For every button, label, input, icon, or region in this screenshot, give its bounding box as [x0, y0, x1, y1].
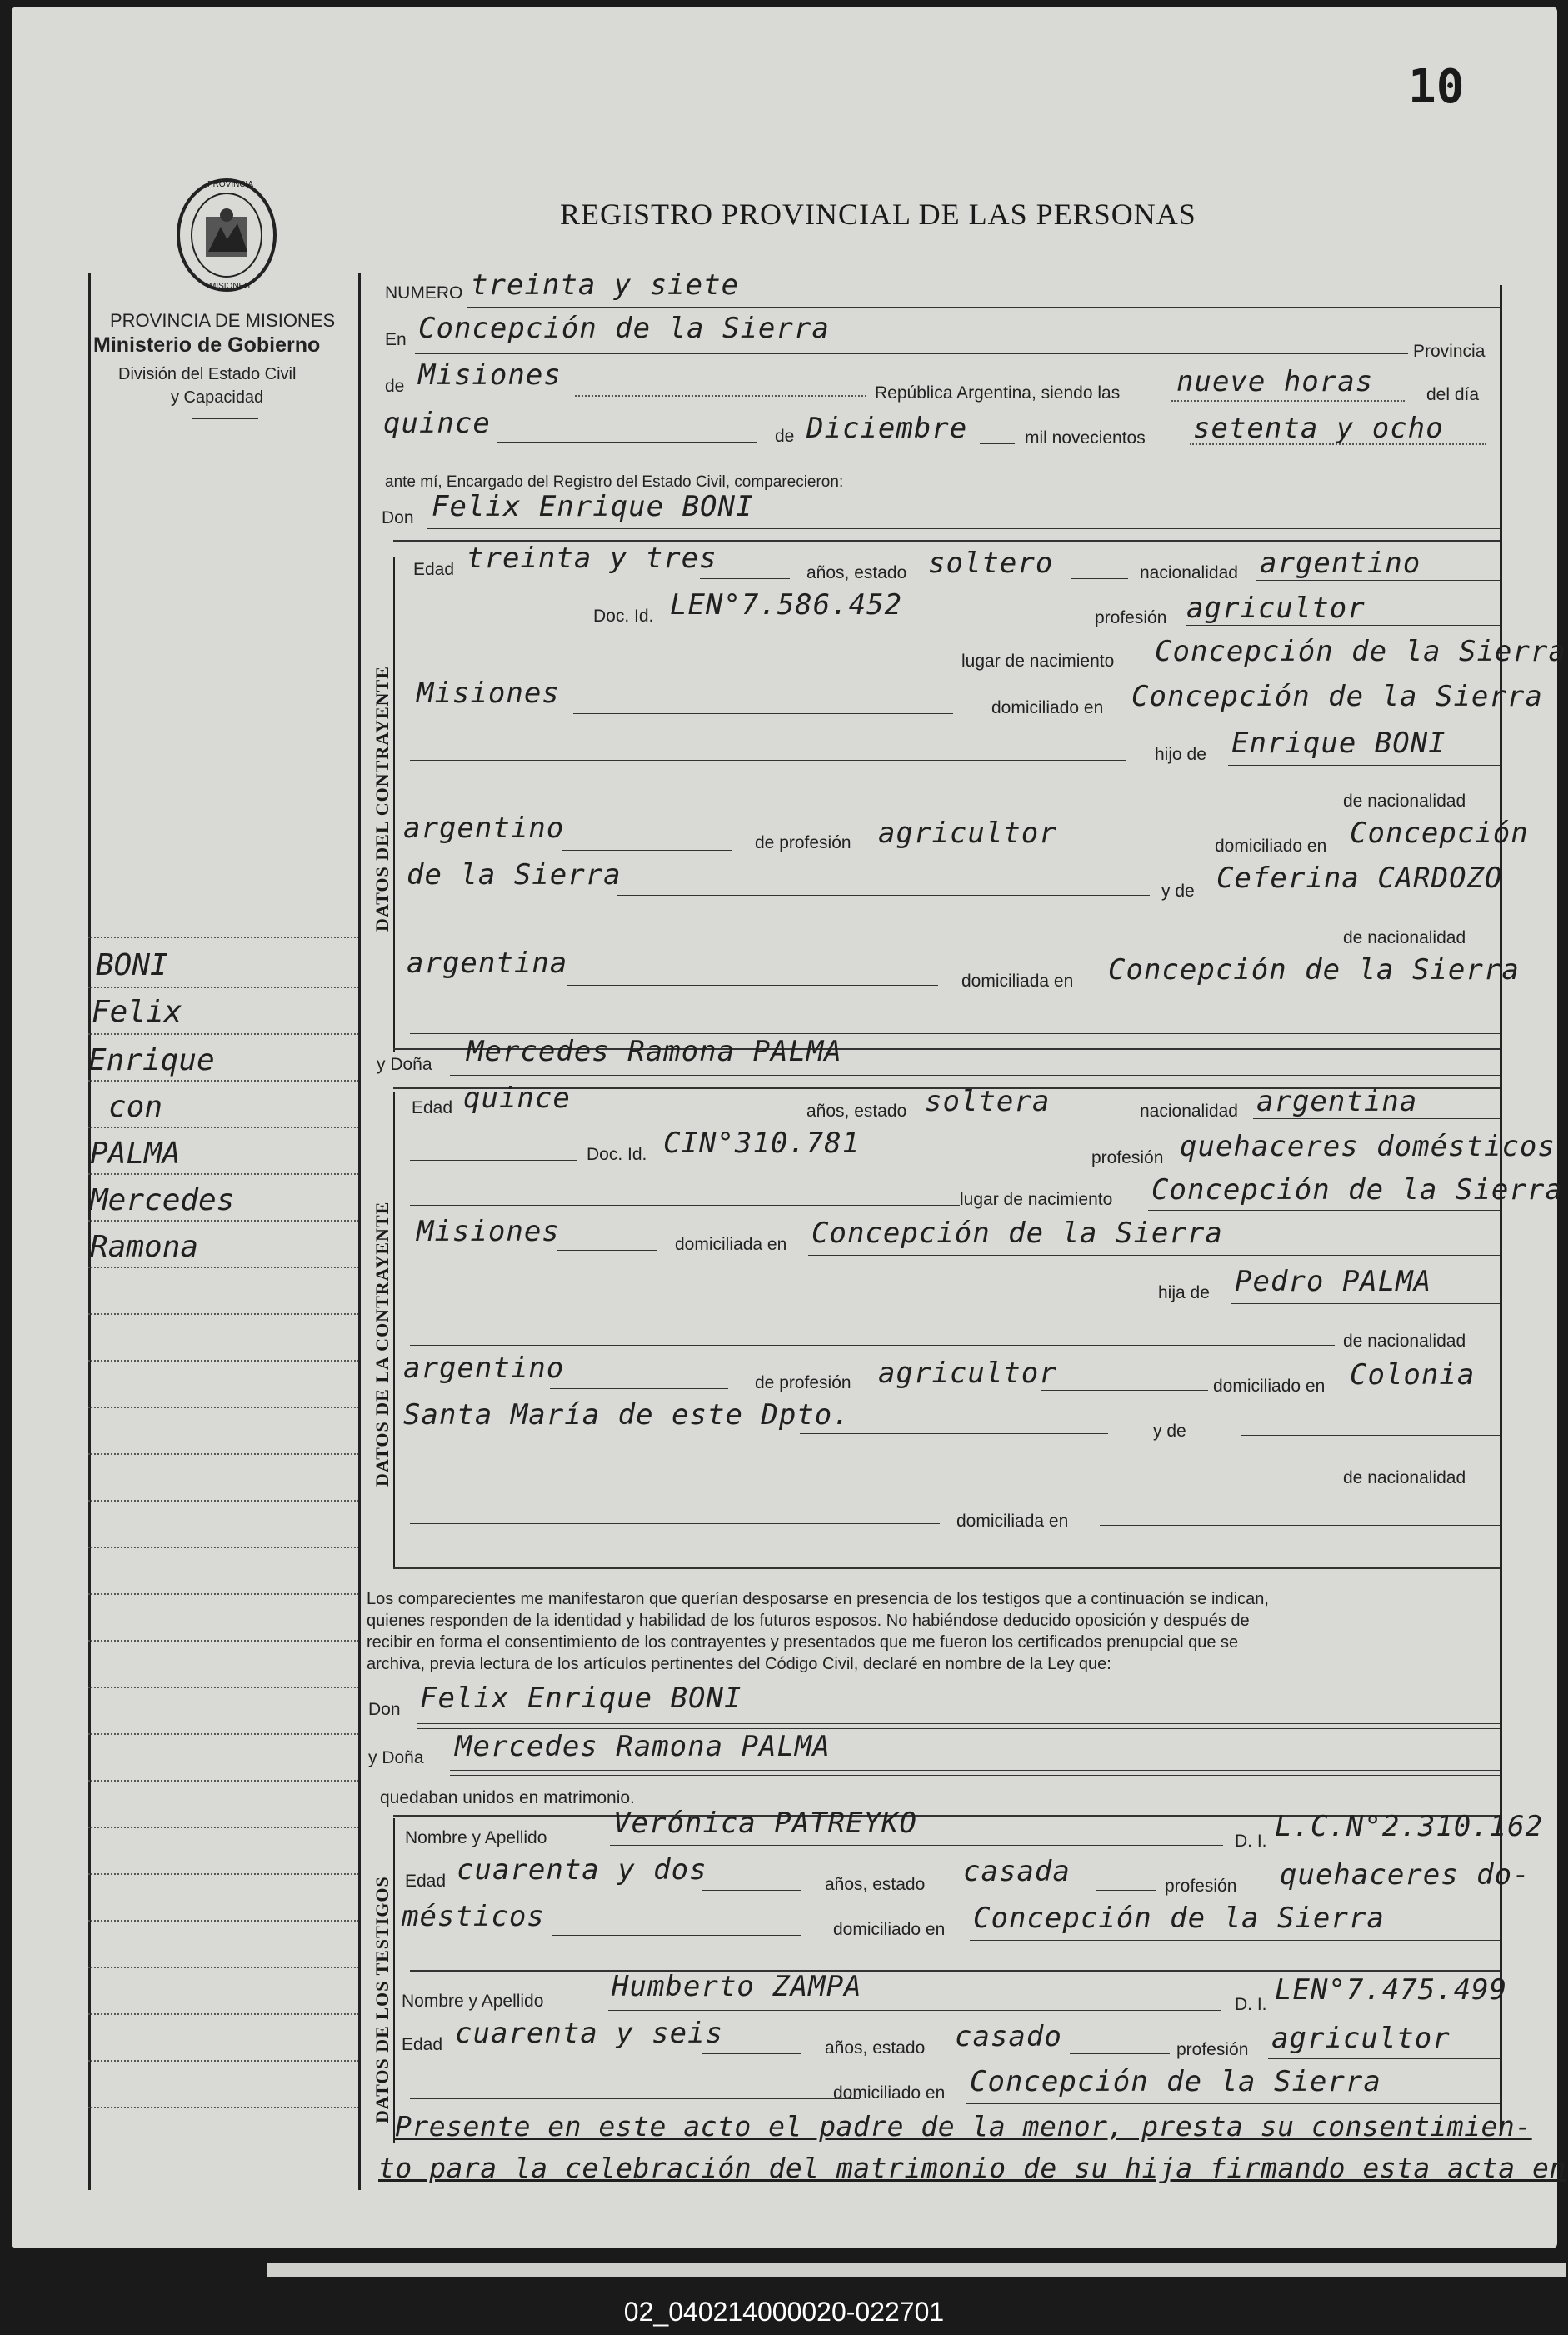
groom-de-nac-label-2: de nacionalidad	[1343, 928, 1466, 948]
groom-estado: soltero	[928, 547, 1054, 580]
declaration-line-3: recibir en forma el consentimiento de los contrayentes y presentados que me fueron los certificados prenupcial que se	[367, 1633, 1239, 1652]
groom-father-nac: argentino	[403, 812, 565, 845]
declaration-line-2: quienes responden de la identidad y habilidad de los futuros esposos. No habiéndose deducido oposición y después de	[367, 1612, 1250, 1630]
w1-prof-1: quehaceres do-	[1280, 1858, 1531, 1892]
bride-lugar-label: lugar de nacimiento	[960, 1190, 1113, 1209]
bride-father-dom-2: Santa María de este Dpto.	[403, 1398, 851, 1432]
w2-dom-label: domiciliado en	[833, 2083, 946, 2102]
bride-name: Mercedes Ramona PALMA	[467, 1035, 842, 1068]
groom-prof: agricultor	[1186, 592, 1366, 625]
numero-value: treinta y siete	[471, 268, 740, 302]
ante-mi-text: ante mí, Encargado del Registro del Estado Civil, comparecieron:	[385, 473, 844, 491]
groom-father-dom-2: de la Sierra	[407, 858, 622, 892]
margin-name-2: Enrique	[88, 1043, 215, 1078]
bride-dom: Concepción de la Sierra	[811, 1217, 1223, 1250]
declaration-line-1: Los comparecientes me manifestaron que querían desposarse en presencia de los testigos que a continuación se indican,	[367, 1590, 1269, 1608]
w2-prof: agricultor	[1271, 2022, 1451, 2055]
bride-de-prof-label: de profesión	[755, 1373, 851, 1392]
bride-dom-label: domiciliada en	[675, 1235, 787, 1254]
w2-nombre-label: Nombre y Apellido	[402, 1992, 544, 2011]
margin-name-1: Felix	[92, 995, 182, 1029]
bride-edad: quince	[463, 1082, 571, 1115]
groom-prof-label: profesión	[1095, 608, 1167, 628]
groom-father-dom-label: domiciliado en	[1215, 837, 1327, 856]
w1-di: L.C.N°2.310.162	[1275, 1810, 1544, 1843]
w1-prof-label: profesión	[1165, 1877, 1237, 1896]
bride-father-dom-label: domiciliado en	[1213, 1377, 1326, 1396]
bride-doc-label: Doc. Id.	[587, 1145, 647, 1164]
en-label: En	[385, 330, 407, 349]
groom-edad: treinta y tres	[467, 542, 717, 575]
w1-anos-label: años, estado	[825, 1875, 926, 1894]
place-value: Concepción de la Sierra	[418, 312, 830, 345]
bride-de-nac-label-2: de nacionalidad	[1343, 1468, 1466, 1488]
w1-estado: casada	[963, 1855, 1071, 1888]
decl-groom: Felix Enrique BONI	[420, 1682, 742, 1715]
groom-father-prof: agricultor	[878, 817, 1057, 850]
groom-father: Enrique BONI	[1231, 727, 1446, 760]
decl-bride: Mercedes Ramona PALMA	[455, 1730, 831, 1763]
groom-prov: Misiones	[417, 677, 560, 710]
w1-edad-label: Edad	[405, 1872, 447, 1891]
groom-lugar-label: lugar de nacimiento	[961, 652, 1115, 671]
groom-mother-dom-label: domiciliada en	[961, 972, 1074, 991]
del-dia-label: del día	[1426, 385, 1480, 404]
w1-edad: cuarenta y dos	[457, 1853, 707, 1887]
w2-estado: casado	[955, 2020, 1062, 2053]
bride-edad-label: Edad	[412, 1098, 453, 1118]
province-name: PROVINCIA DE MISIONES	[110, 310, 336, 331]
w1-prof-2: mésticos	[402, 1900, 545, 1933]
w1-dom: Concepción de la Sierra	[973, 1902, 1385, 1935]
w2-prof-label: profesión	[1176, 2040, 1249, 2059]
groom-hijo-label: hijo de	[1155, 745, 1206, 764]
bride-father-prof: agricultor	[878, 1357, 1057, 1390]
bride-father: Pedro PALMA	[1235, 1265, 1432, 1298]
w1-dom-label: domiciliado en	[833, 1920, 946, 1939]
document-title: REGISTRO PROVINCIAL DE LAS PERSONAS	[560, 198, 1196, 231]
w1-di-label: D. I.	[1235, 1832, 1267, 1851]
division-line-2: y Capacidad	[171, 388, 264, 407]
page-edge	[267, 2263, 1566, 2277]
note-line-1: Presente en este acto el padre de la menor, presta su consentimien-	[395, 2110, 1532, 2142]
groom-dom: Concepción de la Sierra	[1131, 680, 1543, 713]
groom-doc-label: Doc. Id.	[593, 607, 654, 626]
mil-label: mil novecientos	[1025, 428, 1146, 448]
groom-nac-label: nacionalidad	[1140, 563, 1238, 582]
year-value: setenta y ocho	[1193, 412, 1444, 445]
groom-father-dom-1: Concepción	[1350, 817, 1529, 850]
de-label: de	[385, 377, 405, 396]
provincia-label: Provincia	[1413, 342, 1486, 361]
bride-prof-label: profesión	[1091, 1148, 1164, 1168]
w2-dom: Concepción de la Sierra	[970, 2065, 1381, 2098]
section-label-groom: DATOS DEL CONTRAYENTE	[372, 666, 392, 932]
section-label-bride: DATOS DE LA CONTRAYENTE	[372, 1201, 392, 1487]
bride-mother-dom-label: domiciliada en	[956, 1512, 1069, 1531]
time-value: nueve horas	[1176, 365, 1374, 398]
bride-prov: Misiones	[417, 1215, 560, 1248]
groom-mother: Ceferina CARDOZO	[1216, 862, 1503, 895]
decl-dona-label: y Doña	[368, 1748, 424, 1768]
margin-name-6: Ramona	[90, 1230, 199, 1264]
decl-don-label: Don	[368, 1700, 401, 1719]
w2-di-label: D. I.	[1235, 1995, 1267, 2014]
seal-text-top: PROVINCIA	[207, 180, 254, 189]
margin-name-0: BONI	[96, 948, 168, 982]
provincial-seal	[171, 175, 283, 300]
bride-de-nac-label: de nacionalidad	[1343, 1332, 1466, 1351]
note-line-2: to para la celebración del matrimonio de su hija firmando esta acta en	[378, 2152, 1566, 2184]
bride-father-dom-1: Colonia	[1350, 1358, 1476, 1392]
bride-y-de-label: y de	[1153, 1422, 1186, 1441]
groom-de-nac-label: de nacionalidad	[1343, 792, 1466, 811]
ministry-name: Ministerio de Gobierno	[93, 333, 321, 357]
declaration-line-4: archiva, previa lectura de los artículos pertinentes del Código Civil, declaré en nombre de la Ley que:	[367, 1655, 1111, 1673]
footer-id: 02_040214000020-022701	[623, 2297, 945, 2327]
bride-anos-label: años, estado	[806, 1102, 907, 1121]
margin-name-3: con	[108, 1090, 163, 1124]
groom-lugar: Concepción de la Sierra	[1155, 635, 1566, 668]
groom-de-prof-label: de profesión	[755, 833, 851, 852]
groom-y-de-label: y de	[1161, 882, 1195, 901]
groom-dom-label: domiciliado en	[991, 698, 1104, 718]
division-line-1: División del Estado Civil	[118, 365, 297, 383]
bride-estado: soltera	[925, 1085, 1051, 1118]
w2-di: LEN°7.475.499	[1275, 1973, 1508, 2007]
groom-anos-label: años, estado	[806, 563, 907, 582]
bride-hija-label: hija de	[1158, 1283, 1210, 1302]
groom-nac: argentino	[1260, 547, 1421, 580]
de-label-2: de	[775, 427, 795, 446]
bride-lugar: Concepción de la Sierra	[1151, 1173, 1563, 1207]
day-value: quince	[383, 407, 491, 440]
section-label-witnesses: DATOS DE LOS TESTIGOS	[372, 1876, 392, 2123]
w2-nombre: Humberto ZAMPA	[612, 1970, 862, 2003]
republica-label: República Argentina, siendo las	[875, 383, 1121, 402]
page-number: 10	[1408, 60, 1465, 114]
dona-label: y Doña	[377, 1055, 432, 1074]
province-value: Misiones	[418, 358, 562, 392]
margin-name-4: PALMA	[90, 1137, 181, 1171]
bride-doc: CIN°310.781	[663, 1127, 861, 1160]
bride-prof: quehaceres domésticos	[1180, 1130, 1556, 1163]
decl-closing: quedaban unidos en matrimonio.	[380, 1788, 635, 1808]
w1-nombre: Verónica PATREYKO	[613, 1807, 917, 1840]
groom-mother-nac: argentina	[407, 947, 568, 980]
w2-anos-label: años, estado	[825, 2038, 926, 2058]
month-value: Diciembre	[806, 412, 968, 445]
margin-name-5: Mercedes	[90, 1183, 235, 1218]
w2-edad-label: Edad	[402, 2035, 443, 2054]
groom-name: Felix Enrique BONI	[432, 490, 754, 523]
seal-text-bottom: MISIONES	[209, 282, 250, 291]
numero-label: NUMERO	[385, 283, 463, 302]
groom-doc: LEN°7.586.452	[670, 588, 903, 622]
w2-edad: cuarenta y seis	[455, 2017, 724, 2050]
groom-edad-label: Edad	[413, 560, 455, 579]
don-label: Don	[382, 508, 414, 528]
groom-mother-dom: Concepción de la Sierra	[1108, 953, 1520, 987]
bride-nac-label: nacionalidad	[1140, 1102, 1238, 1121]
w1-nombre-label: Nombre y Apellido	[405, 1828, 547, 1848]
bride-nac: argentina	[1256, 1085, 1418, 1118]
bride-father-nac: argentino	[403, 1352, 565, 1385]
